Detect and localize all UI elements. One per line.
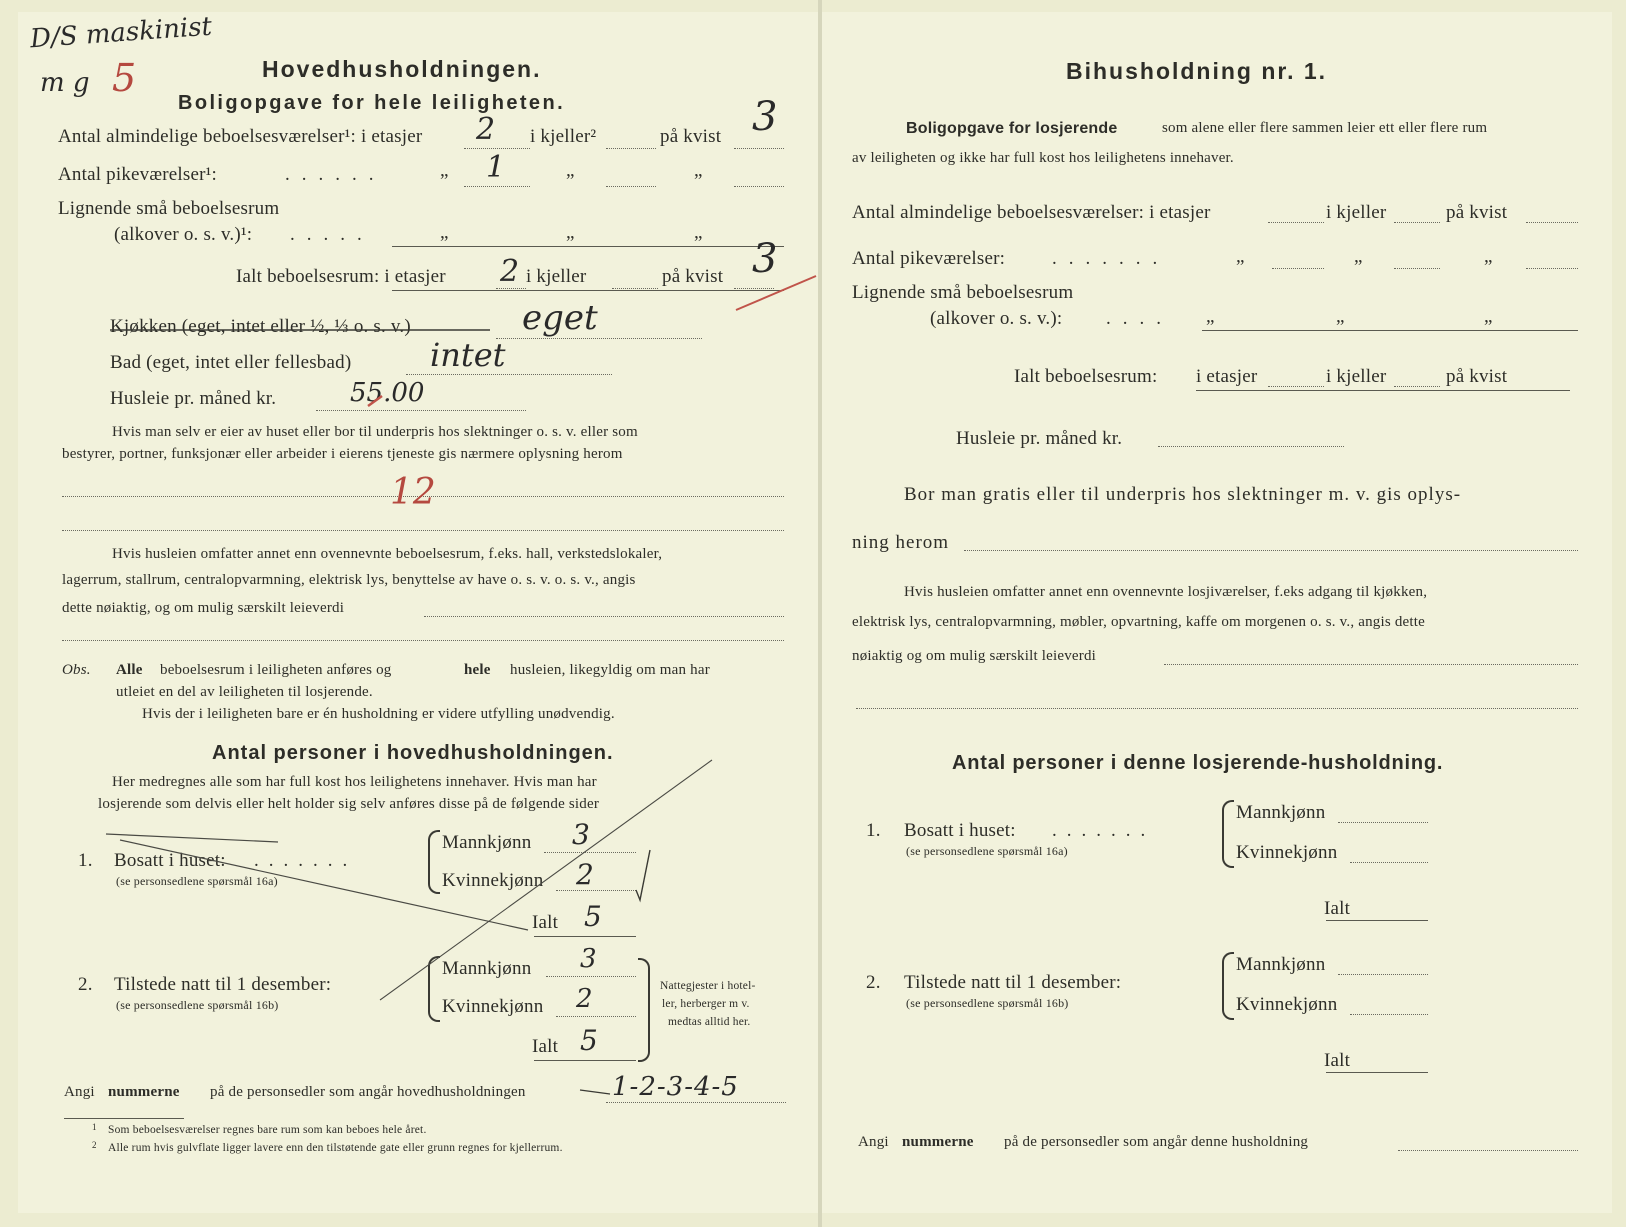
total-rooms-label: Ialt beboelsesrum: i etasjer xyxy=(236,266,446,287)
ditto-mark: „ xyxy=(566,160,575,181)
ditto-mark: „ xyxy=(694,160,703,181)
lodger-total-label: Ialt beboelsesrum: xyxy=(1014,366,1158,387)
total-kvist-value: 3 xyxy=(752,236,778,282)
lodger-resident-total-label: Ialt xyxy=(1324,898,1351,919)
present-total-value: 5 xyxy=(580,1024,598,1057)
right-page-title: Bihusholdning nr. 1. xyxy=(1066,58,1328,84)
footnote-1: Som beboelsesværelser regnes bare rum som kan beboes hele året. xyxy=(108,1124,427,1136)
present-male-value: 3 xyxy=(580,944,597,974)
lodger-present-male-label: Mannkjønn xyxy=(1236,954,1326,975)
alcove-label: Lignende små beboelsesrum xyxy=(58,198,280,219)
footnote-2-mark: 2 xyxy=(92,1140,97,1150)
resident-female-label: Kvinnekjønn xyxy=(442,870,544,891)
obs-all: Alle xyxy=(116,662,143,678)
rooms-label: Antal almindelige beboelsesværelser¹: i etasjer xyxy=(58,126,423,147)
kitchen-value: eget xyxy=(522,298,598,338)
obs-text-4: Hvis der i leiligheten bare er én husholdning er videre utfylling unødvendig. xyxy=(142,706,615,722)
page-title: Hovedhusholdningen. xyxy=(262,56,542,82)
lodger-intro-1: som alene eller flere sammen leier ett eller flere rum xyxy=(1162,120,1488,136)
ditto-mark: „ xyxy=(1336,306,1345,327)
ditto-mark: „ xyxy=(1354,246,1363,267)
night-guests-3: medtas alltid her. xyxy=(668,1016,751,1028)
maid-rooms-label: Antal pikeværelser¹: xyxy=(58,164,218,185)
leader-dots: ....... xyxy=(254,850,358,871)
lodger-free-text-1: Bor man gratis eller til underpris hos slektninger m. v. gis oplys- xyxy=(904,484,1462,505)
numbers-label-b: nummerne xyxy=(108,1084,180,1100)
lodger-resident-female-label: Kvinnekjønn xyxy=(1236,842,1338,863)
lodger-present-number: 2. xyxy=(866,972,881,993)
persons-text-1: Her medregnes alle som har full kost hos leilighetens innehaver. Hvis man har xyxy=(112,774,597,790)
numbers-label-a: Angi xyxy=(64,1084,95,1100)
obs-label: Obs. xyxy=(62,662,91,678)
lodger-numbers-label-c: på de personsedler som angår denne husholdning xyxy=(1004,1134,1309,1150)
lodger-resident-number: 1. xyxy=(866,820,881,841)
includes-text-2: lagerrum, stallrum, centralopvarmning, elektrisk lys, benyttelse av have o. s. v. o. s. v., angis xyxy=(62,572,636,588)
lodger-rooms-kjeller-label: i kjeller xyxy=(1326,202,1387,223)
margin-note: D/S maskinist xyxy=(29,11,213,55)
resident-male-label: Mannkjønn xyxy=(442,832,532,853)
includes-text-3: dette nøiaktig, og om mulig særskilt leieverdi xyxy=(62,600,345,616)
owner-text-2: bestyrer, portner, funksjonær eller arbeider i eierens tjeneste gis nærmere oplysning herom xyxy=(62,446,623,462)
footnote-2: Alle rum hvis gulvflate ligger lavere enn den tilstøtende gate eller grunn regnes for kjellerrum. xyxy=(108,1142,563,1154)
total-etasjer-value: 2 xyxy=(500,254,520,289)
lodger-includes-1: Hvis husleien omfatter annet enn ovennevnte losjiværelser, f.eks adgang til kjøkken, xyxy=(904,584,1428,600)
present-female-value: 2 xyxy=(576,984,593,1014)
page-subtitle: Boligopgave for hele leiligheten. xyxy=(178,92,566,114)
resident-label: Bosatt i huset: xyxy=(114,850,226,871)
rent-value: 55.00 xyxy=(350,378,425,408)
ditto-mark: „ xyxy=(440,222,449,243)
total-kvist-label: på kvist xyxy=(662,266,724,287)
lodger-numbers-label-b: nummerne xyxy=(902,1134,974,1150)
lodger-rooms-label: Antal almindelige beboelsesværelser: i etasjer xyxy=(852,202,1211,223)
leader-dots: .... xyxy=(1106,308,1173,329)
bath-value: intet xyxy=(430,336,506,374)
lodger-resident-label: Bosatt i huset: xyxy=(904,820,1016,841)
leader-dots: ....... xyxy=(1052,248,1170,269)
lodger-maid-label: Antal pikeværelser: xyxy=(852,248,1006,269)
lodger-present-ref: (se personsedlene spørsmål 16b) xyxy=(906,996,1069,1010)
resident-number: 1. xyxy=(78,850,93,871)
total-kjeller-label: i kjeller xyxy=(526,266,587,287)
owner-text-1: Hvis man selv er eier av huset eller bor til underpris hos slektninger o. s. v. eller som xyxy=(112,424,638,440)
lodger-total-kvist-label: på kvist xyxy=(1446,366,1508,387)
lodger-includes-3: nøiaktig og om mulig særskilt leieverdi xyxy=(852,648,1097,664)
lodger-persons-title: Antal personer i denne losjerende-husholdning. xyxy=(952,752,1444,774)
rooms-kvist-label: på kvist xyxy=(660,126,722,147)
lodger-free-text-2: ning herom xyxy=(852,532,950,553)
ditto-mark: „ xyxy=(566,222,575,243)
present-label: Tilstede natt til 1 desember: xyxy=(114,974,332,995)
lodger-intro-2: av leiligheten og ikke har full kost hos leilighetens innehaver. xyxy=(852,150,1234,166)
resident-male-value: 3 xyxy=(572,818,590,851)
present-female-label: Kvinnekjønn xyxy=(442,996,544,1017)
persons-text-2: losjerende som delvis eller helt holder sig selv anføres disse på de følgende sider xyxy=(98,796,600,812)
present-number: 2. xyxy=(78,974,93,995)
leader-dots: ...... xyxy=(285,164,386,185)
persons-title: Antal personer i hovedhusholdningen. xyxy=(212,742,614,764)
lodger-rent-label: Husleie pr. måned kr. xyxy=(956,428,1123,449)
present-ref: (se personsedlene spørsmål 16b) xyxy=(116,998,279,1012)
lodger-present-female-label: Kvinnekjønn xyxy=(1236,994,1338,1015)
resident-total-value: 5 xyxy=(584,900,602,933)
present-total-label: Ialt xyxy=(532,1036,559,1057)
lodger-rooms-kvist-label: på kvist xyxy=(1446,202,1508,223)
lodger-present-label: Tilstede natt til 1 desember: xyxy=(904,972,1122,993)
present-male-label: Mannkjønn xyxy=(442,958,532,979)
rooms-kvist-value: 3 xyxy=(752,94,778,140)
lodger-alcove-label-sub: (alkover o. s. v.): xyxy=(930,308,1063,329)
margin-number: 5 xyxy=(112,56,137,100)
lodger-total-kjeller-label: i kjeller xyxy=(1326,366,1387,387)
bath-label: Bad (eget, intet eller fellesbad) xyxy=(110,352,352,373)
night-guests-2: ler, herberger m v. xyxy=(662,998,750,1010)
lodger-intro-bold: Boligopgave for losjerende xyxy=(906,120,1118,137)
lodger-present-total-label: Ialt xyxy=(1324,1050,1351,1071)
ditto-mark: „ xyxy=(440,160,449,181)
rooms-etasjer-value: 2 xyxy=(476,112,496,147)
numbers-label-c: på de personsedler som angår hovedhusholdningen xyxy=(210,1084,526,1100)
maid-etasjer-value: 1 xyxy=(486,150,506,185)
leader-dots: ....... xyxy=(1052,820,1156,841)
lodger-resident-ref: (se personsedlene spørsmål 16a) xyxy=(906,844,1068,858)
resident-total-label: Ialt xyxy=(532,912,559,933)
lodger-includes-2: elektrisk lys, centralopvarmning, møbler, opvartning, kaffe om morgenen o. s. v., angis dette xyxy=(852,614,1426,630)
obs-text-1: beboelsesrum i leiligheten anføres og xyxy=(160,662,392,678)
lodger-resident-male-label: Mannkjønn xyxy=(1236,802,1326,823)
ditto-mark: „ xyxy=(1484,246,1493,267)
includes-text-1: Hvis husleien omfatter annet enn ovennevnte beboelsesrum, f.eks. hall, verkstedslokaler, xyxy=(112,546,663,562)
lodger-numbers-label-a: Angi xyxy=(858,1134,889,1150)
obs-text-3: utleiet en del av leiligheten til losjerende. xyxy=(116,684,373,700)
ditto-mark: „ xyxy=(1484,306,1493,327)
lodger-total-etasjer-label: i etasjer xyxy=(1196,366,1258,387)
obs-text-2: husleien, likegyldig om man har xyxy=(510,662,710,678)
rent-label: Husleie pr. måned kr. xyxy=(110,388,277,409)
alcove-label-sub: (alkover o. s. v.)¹: xyxy=(114,224,253,245)
night-guests-1: Nattegjester i hotel- xyxy=(660,980,756,992)
ditto-mark: „ xyxy=(1206,306,1215,327)
footnote-1-mark: 1 xyxy=(92,1122,97,1132)
owner-value: 12 xyxy=(390,472,436,513)
ditto-mark: „ xyxy=(694,222,703,243)
margin-code: m g xyxy=(40,68,90,98)
resident-ref: (se personsedlene spørsmål 16a) xyxy=(116,874,278,888)
obs-whole: hele xyxy=(464,662,491,678)
lodger-alcove-label: Lignende små beboelsesrum xyxy=(852,282,1074,303)
leader-dots: ..... xyxy=(290,224,374,245)
rooms-kjeller-label: i kjeller² xyxy=(530,126,597,147)
kitchen-label: Kjøkken (eget, intet eller ½, ⅓ o. s. v.) xyxy=(110,316,411,337)
numbers-value: 1-2-3-4-5 xyxy=(612,1072,739,1102)
resident-female-value: 2 xyxy=(576,858,594,891)
ditto-mark: „ xyxy=(1236,246,1245,267)
